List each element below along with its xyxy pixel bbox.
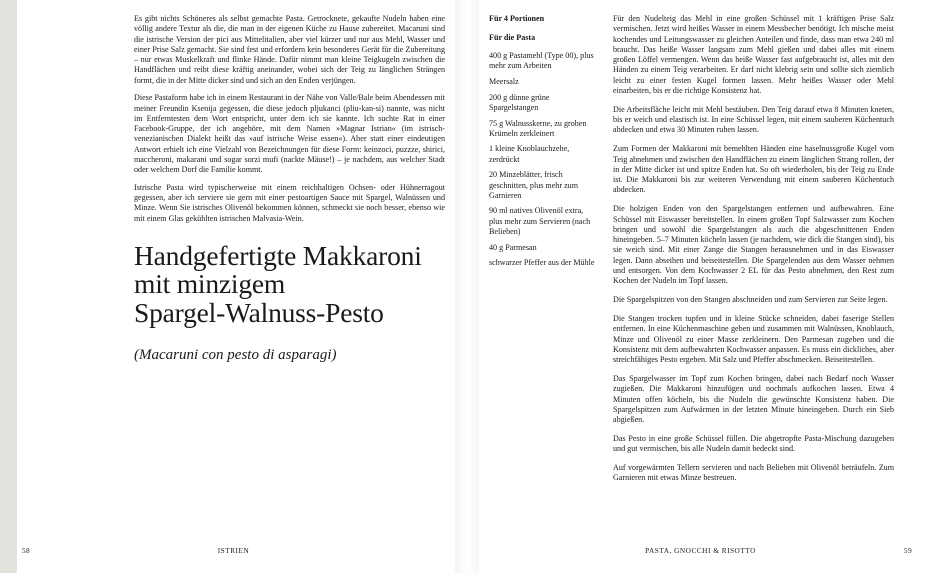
ingredients-heading: Für die Pasta (489, 33, 536, 42)
recipe-title-line: Spargel-Walnuss-Pesto (134, 296, 384, 328)
method-paragraph: Die Arbeitsfläche leicht mit Mehl bestäuben. Den Teig darauf etwa 8 Minuten kneten, bis er weich und elastisch ist. In eine Schüssel legen, mit einem sauberen Küchentuch abdecken und etwa 30 Minuten ruhen lassen. (613, 104, 894, 135)
method-paragraph: Auf vorgewärmten Tellern servieren und nach Belieben mit Olivenöl beträufeln. Zum Garnieren mit etwas Minze bestreuen. (613, 462, 894, 483)
page-number-left: 58 (22, 546, 31, 555)
method-paragraph: Die Spargelspitzen von den Stangen abschneiden und zum Servieren zur Seite legen. (613, 295, 888, 305)
running-head-right: PASTA, GNOCCHI & RISOTTO (645, 546, 756, 555)
list-item: 40 g Parmesan (489, 242, 537, 252)
method-paragraph: Das Pesto in eine große Schüssel füllen. Die abgetropfte Pasta-Mischung dazugeben und gut vermischen, bis alle Nudeln damit bedeckt sind. (613, 433, 894, 454)
recipe-subtitle: (Macaruni con pesto di asparagi) (134, 346, 337, 363)
list-item: 400 g Pastamehl (Type 00), plus mehr zum Arbeiten (489, 51, 594, 71)
right-page (467, 0, 934, 573)
intro-paragraph: Diese Pastaform habe ich in einem Restaurant in der Nähe von Valle/Bale beim Abendessen mit meiner Freundin Ksenija gegessen, die diese jedoch pljukanci (pliu-kan-si) nannte, was nicht im Entferntesten dem Wort entspricht, unter dem ich sie kannte. Ich suchte Rat in einer Facebook-Gruppe, der ich angehöre, mit dem Namen »Magnar Istrian« (im istrisch-venezianischen Dialekt heißt das »auf istrische Weise essen«). Aber statt einer eindeutigen Antwort erhielt ich eine Vielzahl von Bezeichnungen für diese Form: keinzoci, puzzze, shirici, maccheroni, makarani und sogar sorzi mufi (nackte Mäuse!) – je nachdem, aus welcher Stadt oder welchem Dorf die Familie kommt. (134, 93, 445, 174)
method-paragraph: Das Spargelwasser im Topf zum Kochen bringen, dabei nach Bedarf noch Wasser zugießen. Die Makkaroni hinzufügen und nochmals aufkochen lassen. Etwa 4 Minuten offen köcheln, bis die Nudeln die gewünschte Konsistenz haben. Die Spargelspitzen zum Aufwärmen in der letzten Minute hineingeben. Durch ein Sieb abgießen. (613, 373, 894, 425)
method-paragraph: Zum Formen der Makkaroni mit bemehlten Händen eine haselnussgroße Kugel vom Teig abnehmen und zwischen den Handflächen zu einem länglichen Strang rollen, der in der Mitte dicker ist und spitze Enden hat. So oft wiederholen, bis der Teig zu Ende ist. Die Makkaroni bis zur weiteren Verwendung mit einem sauberen Küchentuch abdecken. (613, 144, 894, 195)
list-item: 1 kleine Knoblauchzehe, zerdrückt (489, 144, 570, 164)
ingredients-column (489, 14, 595, 492)
list-item: 90 ml natives Olivenöl extra, plus mehr zum Servieren (nach Belieben) (489, 206, 591, 236)
method-paragraph: Die Stangen trocken tupfen und in kleine Stücke schneiden, dabei faserige Stellen entfernen. In eine Küchenmaschine geben und zusammen mit Walnüssen, Knoblauch, Minze und Olivenöl zu einer Masse zerkleinern. Den Parmesan zugeben und die Konsistenz mit dem aufbewahrten Kochwasser anpassen. Es muss ein dickliches, aber streichfähiges Pesto ergeben. Mit Salz und Pfeffer abschmecken. Beiseitestellen. (613, 313, 894, 365)
running-head-left: ISTRIEN (217, 546, 250, 555)
method-paragraph: Für den Nudelteig das Mehl in eine großen Schüssel mit 1 kräftigen Prise Salz vermischen. Jetzt wird heißes Wasser in einem Messbecher benötigt. Ich mische meist kochendes und Leitungswasser zu gleichen Anteilen und finde, dass man etwa 240 ml braucht. Das heiße Wasser langsam zum Mehl gießen und dabei alles mit einem großen Löffel vermengen. Wenn das heiße Wasser fast aufgebraucht ist, alles mit den Händen zu einem Teig verarbeiten. Er darf nicht klebrig sein und sollte sich ziemlich leicht zu einer festen Kugel formen lassen. Mehr heißes Wasser oder Mehl einarbeiten, bis er die richtige Konsistenz hat. (613, 14, 894, 96)
recipe-title-line: mit minzigem (134, 268, 286, 300)
list-item: schwarzer Pfeffer aus der Mühle (489, 258, 595, 268)
recipe-title (134, 239, 445, 328)
ingredients-list (489, 51, 595, 268)
intro-paragraph: Es gibt nichts Schöneres als selbst gemachte Pasta. Getrocknete, gekaufte Nudeln haben eine völlig andere Textur als die, die man in der eigenen Küche zu Hause zubereitet. Macaruni sind die istrische Version der pici aus Mittelitalien, aber viel kürzer und nur aus Mehl, Wasser und einer Prise Salz gemacht. Sie sind fest und erfordern kein besonderes Gerät für die Zubereitung – nur etwas Muskelkraft und flinke Hände. Dafür nimmt man kleine Teigkugeln zwischen die Handflächen und reibt diese kräftig aneinander, wobei sich der Teig zu länglichen Strängen formt, die in der Mitte dicker sind und sich an den Enden verjüngen. (134, 14, 445, 85)
servings-heading: Für 4 Portionen (489, 14, 545, 23)
list-item: Meersalz (489, 76, 519, 86)
list-item: 75 g Walnusskerne, zu groben Krümeln zerkleinert (489, 118, 587, 138)
page-number-right: 59 (903, 546, 912, 555)
list-item: 200 g dünne grüne Spargelstangen (489, 92, 550, 112)
method-paragraph: Die holzigen Enden von den Spargelstangen entfernen und aufbewahren. Eine Schüssel mit Eiswasser bereitstellen. In einem großen Topf Salzwasser zum Kochen bringen und sowohl die Spargelstangen als auch die abgeschnittenen Enden hineingeben. 5–7 Minuten köcheln lassen (je nachdem, wie dick die Stangen sind), bis sie weich sind. Mit einer Zange die Stangen herausnehmen und in das Eiswasser legen. Dann abseihen und beiseitestellen. Die Spargelenden aus dem Wasser nehmen und entsorgen. Von dem Kochwasser 2 EL für das Pesto abnehmen, den Rest zum Kochen der Nudeln im Topf lassen. (613, 204, 894, 286)
intro-paragraph: Istrische Pasta wird typischerweise mit einem reichhaltigen Ochsen- oder Hühnerragout gegessen, aber ich serviere sie gern mit einer pestoartigen Sauce mit Spargel, Walnüssen und Minze. Wenn Sie istrisches Olivenöl bekommen können, schmeckt sie noch besser, ebenso wie mit einem Glas gekühlten istrischen Malvasia-Wein. (134, 182, 445, 223)
recipe-title-line: Handgefertigte Makkaroni (134, 239, 422, 271)
left-text-column (134, 14, 445, 364)
method-column (613, 14, 894, 492)
list-item: 20 Minzeblätter, frisch geschnitten, plus mehr zum Garnieren (489, 170, 579, 200)
